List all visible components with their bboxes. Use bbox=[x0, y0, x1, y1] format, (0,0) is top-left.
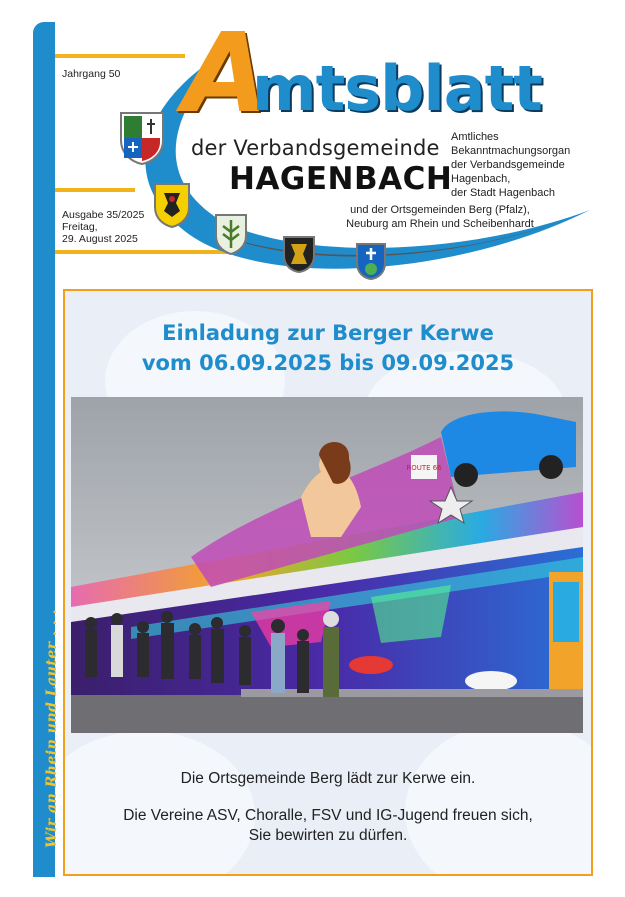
sidebar-slogan: Wir an Rhein und Lauter . . . bbox=[44, 609, 60, 848]
content-box bbox=[63, 289, 593, 876]
title-rest: mtsblatt bbox=[252, 52, 542, 125]
place-name: HAGENBACH bbox=[229, 161, 453, 197]
orts-text: und der Ortsgemeinden Berg (Pfalz), Neuburg am Rhein und Scheibenhardt bbox=[346, 204, 534, 230]
issue-date: 29. August 2025 bbox=[62, 233, 138, 245]
photo-sign: ROUTE 66 bbox=[406, 464, 442, 472]
caption-line1: Die Ortsgemeinde Berg lädt zur Kerwe ein. bbox=[180, 770, 476, 787]
caption-line3: Sie bewirten zu dürfen. bbox=[248, 827, 408, 844]
headline-line1: Einladung zur Berger Kerwe bbox=[162, 321, 494, 345]
headline-line2: vom 06.09.2025 bis 09.09.2025 bbox=[141, 351, 515, 375]
subtitle: der Verbandsgemeinde bbox=[191, 136, 440, 160]
jahrgang: Jahrgang 50 bbox=[62, 68, 121, 80]
bg-bubble bbox=[405, 721, 593, 876]
funfair-photo bbox=[71, 397, 583, 733]
crest-verbandsgemeinde-icon bbox=[118, 110, 166, 166]
weekday: Freitag, bbox=[62, 221, 98, 233]
crest-neuburg-icon bbox=[281, 234, 317, 274]
title-initial: A bbox=[183, 9, 265, 137]
caption-line2: Die Vereine ASV, Choralle, FSV und IG-Jugend freuen sich, bbox=[123, 807, 533, 824]
crest-berg-icon bbox=[213, 212, 249, 256]
organ-text: Amtliches Bekanntmachungsorgan der Verbandsgemeinde Hagenbach, der Stadt Hagenbach bbox=[451, 131, 571, 199]
crest-scheibenhardt-icon bbox=[354, 241, 388, 281]
crest-hagenbach-icon bbox=[152, 181, 192, 229]
bg-bubble bbox=[63, 731, 255, 876]
ausgabe: Ausgabe 35/2025 bbox=[62, 209, 145, 221]
